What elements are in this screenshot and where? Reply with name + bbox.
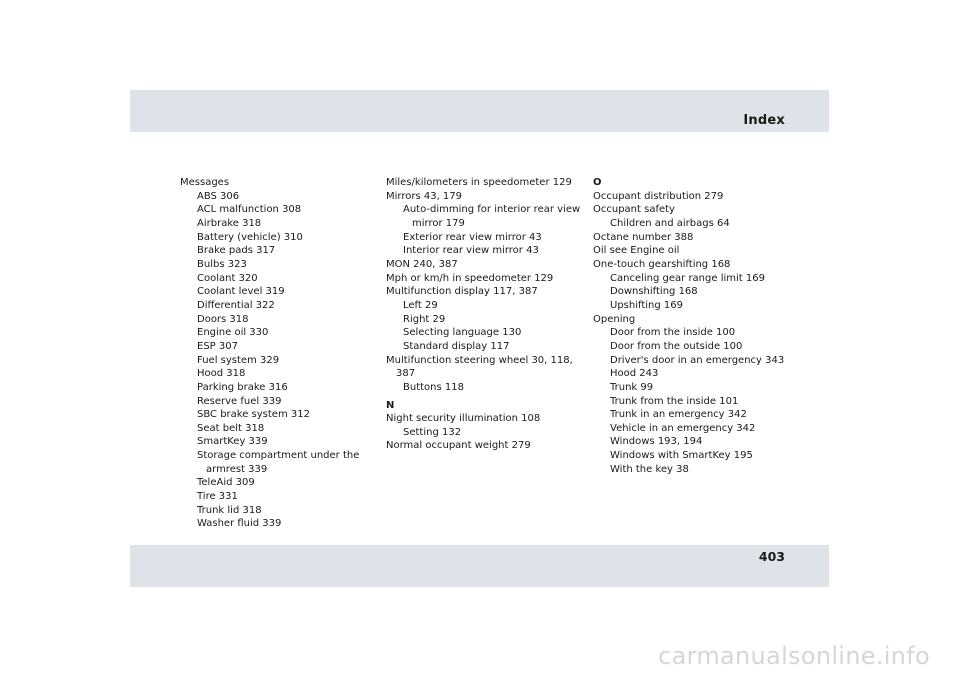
index-subentry: Tire 331: [197, 491, 238, 503]
index-entry: Opening: [593, 313, 636, 325]
index-subentry: TeleAid 309: [197, 477, 255, 489]
index-subentry: Engine oil 330: [197, 327, 269, 339]
index-entry-continuation: 387: [396, 368, 416, 380]
index-subentry: Bulbs 323: [197, 258, 247, 270]
index-subentry: ACL malfunction 308: [197, 204, 302, 216]
index-entry: Multifunction display 117, 387: [386, 286, 538, 298]
index-entry: Normal occupant weight 279: [386, 440, 531, 452]
index-subentry: Windows 193, 194: [610, 436, 703, 448]
index-entry: Miles/kilometers in speedometer 129: [386, 177, 572, 188]
index-entry: Mirrors 43, 179: [386, 190, 463, 202]
index-entry-continuation: mirror 179: [412, 217, 465, 229]
index-entry: Mph or km/h in speedometer 129: [386, 272, 554, 284]
index-subentry: Storage compartment under the: [197, 450, 360, 462]
index-subentry: Differential 322: [197, 299, 275, 311]
footer-band: [130, 545, 829, 587]
index-subentry: Trunk 99: [610, 381, 654, 393]
index-entry-continuation: armrest 339: [206, 463, 268, 475]
index-entry: Oil see Engine oil: [593, 245, 680, 257]
index-column-3: [593, 176, 784, 476]
index-subentry: Battery (vehicle) 310: [197, 231, 303, 243]
index-subentry: Trunk from the inside 101: [610, 395, 739, 407]
index-subentry: Right 29: [403, 313, 446, 325]
index-subentry: Door from the inside 100: [610, 327, 736, 339]
index-subentry: Trunk in an emergency 342: [610, 409, 747, 421]
index-subentry: Children and airbags 64: [610, 217, 730, 229]
index-subentry: Brake pads 317: [197, 245, 276, 257]
index-subentry: Exterior rear view mirror 43: [403, 231, 542, 243]
index-subentry: Hood 243: [610, 368, 659, 380]
header-band: [130, 90, 829, 132]
index-entry: Multifunction steering wheel 30, 118,: [386, 354, 573, 366]
index-subentry: Standard display 117: [403, 340, 510, 352]
index-subentry: Buttons 118: [403, 381, 464, 393]
index-subentry: Airbrake 318: [197, 217, 262, 229]
index-entry: Night security illumination 108: [386, 413, 541, 425]
page-number: 403: [758, 549, 785, 564]
index-subentry: Hood 318: [197, 368, 246, 380]
index-letter-heading: O: [593, 177, 602, 188]
index-subentry: Downshifting 168: [610, 286, 698, 298]
index-subentry: Coolant 320: [197, 272, 258, 284]
index-entry: One-touch gearshifting 168: [593, 258, 731, 270]
index-subentry: Setting 132: [403, 426, 462, 438]
index-subentry: Washer fluid 339: [197, 518, 282, 530]
index-column-1: [180, 176, 359, 531]
index-subentry: Vehicle in an emergency 342: [610, 422, 756, 434]
index-subentry: ABS 306: [197, 190, 240, 202]
index-subentry: Seat belt 318: [197, 422, 265, 434]
index-entry: Occupant safety: [593, 204, 675, 216]
index-subentry: With the key 38: [610, 463, 689, 475]
watermark-text: carmanualsonline.info: [658, 642, 930, 670]
index-entry: Octane number 388: [593, 231, 694, 243]
index-subentry: Selecting language 130: [403, 327, 522, 339]
page-title: Index: [743, 113, 785, 128]
index-subentry: Coolant level 319: [197, 286, 285, 298]
index-subentry: Upshifting 169: [610, 299, 683, 311]
index-subentry: Parking brake 316: [197, 381, 288, 393]
index-column-2: [386, 176, 580, 453]
index-subentry: Door from the outside 100: [610, 340, 743, 352]
index-subentry: Canceling gear range limit 169: [610, 272, 765, 284]
index-subentry: Windows with SmartKey 195: [610, 450, 753, 462]
index-subentry: Reserve fuel 339: [197, 395, 282, 407]
index-subentry: Trunk lid 318: [197, 504, 262, 516]
index-subentry: Doors 318: [197, 313, 249, 325]
index-subentry: Left 29: [403, 299, 438, 311]
index-subentry: SBC brake system 312: [197, 409, 310, 421]
index-entry: Occupant distribution 279: [593, 190, 724, 202]
index-subentry: SmartKey 339: [197, 436, 268, 448]
index-letter-heading: N: [386, 399, 395, 411]
index-subentry: ESP 307: [197, 340, 238, 352]
index-subentry: Auto-dimming for interior rear view: [403, 204, 581, 216]
index-subentry: Fuel system 329: [197, 354, 280, 366]
index-entry: MON 240, 387: [386, 258, 458, 270]
index-subentry: Interior rear view mirror 43: [403, 245, 539, 257]
index-entry: Messages: [180, 177, 230, 188]
index-subentry: Driver's door in an emergency 343: [610, 354, 785, 366]
